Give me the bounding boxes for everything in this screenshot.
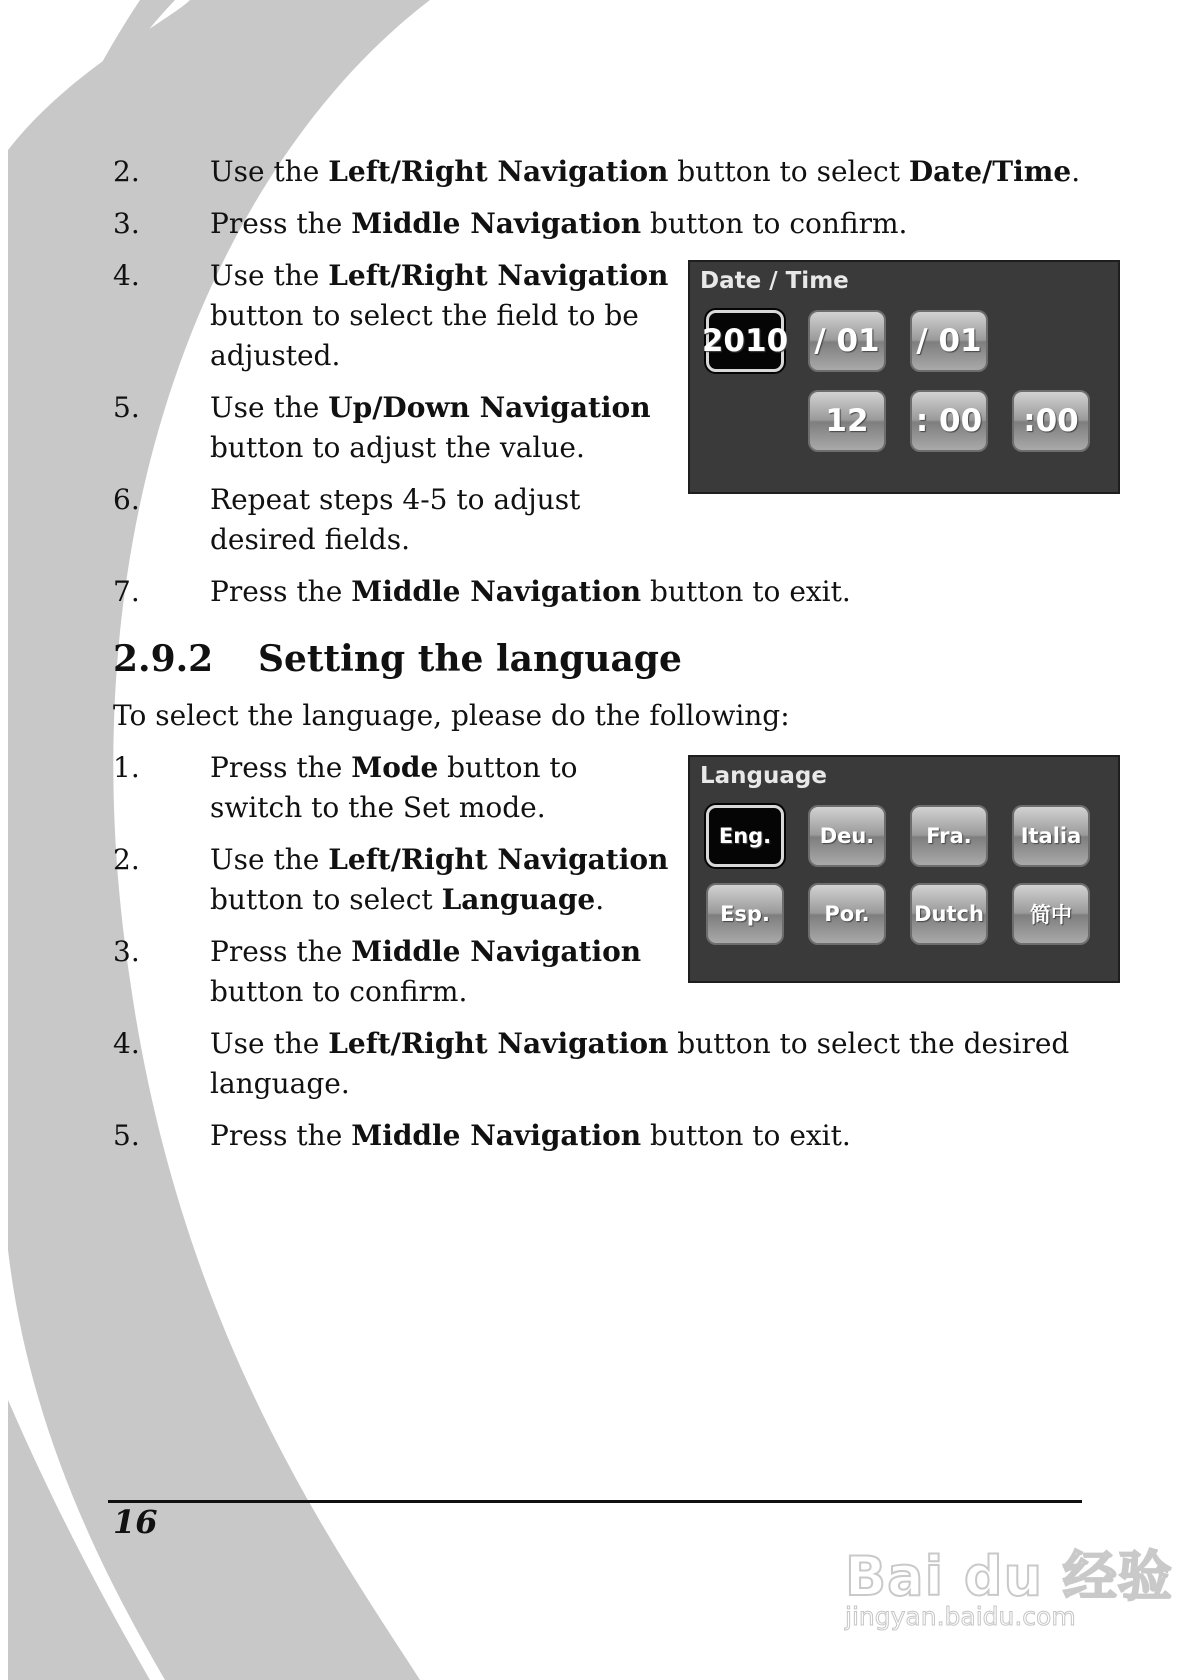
text: Use the: [210, 259, 329, 292]
step-number: 6.: [113, 483, 140, 516]
step-number: 5.: [113, 1119, 140, 1152]
step-text: [210, 840, 668, 920]
text: button to confirm.: [641, 207, 908, 240]
list-item: [113, 388, 673, 468]
step-text: [210, 480, 580, 560]
text: button to select: [210, 883, 442, 916]
text: adjusted.: [210, 339, 341, 372]
bold-term: Middle Navigation: [351, 207, 642, 240]
lang-deu-button[interactable]: Deu.: [808, 805, 886, 867]
list-item: [113, 748, 673, 828]
text: .: [1071, 155, 1081, 188]
text: desired fields.: [210, 523, 410, 556]
hour-field[interactable]: 12: [808, 390, 886, 452]
lang-por-button[interactable]: Por.: [808, 883, 886, 945]
lang-italia-button[interactable]: Italia: [1012, 805, 1090, 867]
text: Use the: [210, 843, 329, 876]
list-item: [113, 1116, 1113, 1156]
lang-fra-button[interactable]: Fra.: [910, 805, 988, 867]
step-number: 3.: [113, 207, 140, 240]
bold-term: Mode: [351, 751, 439, 784]
section-number: 2.9.2: [113, 638, 214, 680]
text: button to exit.: [641, 1119, 851, 1152]
lang-dutch-button[interactable]: Dutch: [910, 883, 988, 945]
text: button to confirm.: [210, 975, 468, 1008]
step-text: [210, 152, 1080, 192]
minute-field[interactable]: : 00: [910, 390, 988, 452]
text: Repeat steps 4-5 to adjust: [210, 483, 581, 516]
text: Press the: [210, 751, 352, 784]
bold-term: Left/Right Navigation: [328, 259, 669, 292]
text: button to: [438, 751, 578, 784]
text: .: [595, 883, 605, 916]
datetime-screen-title: Date / Time: [700, 268, 849, 294]
bold-term: Date/Time: [908, 155, 1072, 188]
lang-eng-button[interactable]: Eng.: [706, 805, 784, 867]
bold-term: Left/Right Navigation: [328, 843, 669, 876]
text: Press the: [210, 207, 352, 240]
step-text: [210, 204, 907, 244]
list-item: [113, 572, 1113, 612]
text: button to exit.: [641, 575, 851, 608]
step-text: [210, 932, 641, 1012]
language-screen-title: Language: [700, 763, 827, 789]
step-number: 4.: [113, 1027, 140, 1060]
step-text: [210, 1116, 851, 1156]
list-item: [113, 1024, 1113, 1104]
language-screen: [688, 755, 1120, 983]
month-field[interactable]: / 01: [808, 310, 886, 372]
step-text: [210, 256, 668, 376]
text: Press the: [210, 575, 352, 608]
page-number: 16: [113, 1503, 158, 1541]
bold-term: Middle Navigation: [351, 575, 642, 608]
text: switch to the Set mode.: [210, 791, 546, 824]
step-number: 2.: [113, 155, 140, 188]
section-intro: To select the language, please do the following:: [113, 699, 790, 732]
step-number: 5.: [113, 391, 140, 424]
text: Press the: [210, 935, 352, 968]
text: button to adjust the value.: [210, 431, 585, 464]
bold-term: Left/Right Navigation: [328, 1027, 669, 1060]
text: button to select the field to be: [210, 299, 639, 332]
step-number: 7.: [113, 575, 140, 608]
step-text: [210, 572, 851, 612]
text: Press the: [210, 1119, 352, 1152]
text: button to select the desired: [668, 1027, 1070, 1060]
bold-term: Left/Right Navigation: [328, 155, 669, 188]
list-item: [113, 256, 673, 376]
list-item: [113, 840, 673, 920]
baidu-watermark: [845, 1510, 1173, 1640]
list-item: [113, 204, 1113, 244]
watermark-main: Bai du 经验: [845, 1545, 1173, 1608]
section-title: Setting the language: [258, 638, 682, 680]
step-number: 2.: [113, 843, 140, 876]
text: Use the: [210, 391, 329, 424]
bold-term: Middle Navigation: [351, 1119, 642, 1152]
text: Use the: [210, 1027, 329, 1060]
step-text: [210, 748, 578, 828]
text: Use the: [210, 155, 329, 188]
step-number: 3.: [113, 935, 140, 968]
list-item: [113, 480, 673, 560]
footer-divider: [108, 1500, 1082, 1503]
bold-term: Language: [441, 883, 596, 916]
bold-term: Middle Navigation: [351, 935, 642, 968]
step-number: 1.: [113, 751, 140, 784]
lang-esp-button[interactable]: Esp.: [706, 883, 784, 945]
list-item: [113, 152, 1113, 192]
step-text: [210, 388, 651, 468]
lang-chinese-button[interactable]: 简中: [1012, 883, 1090, 945]
list-item: [113, 932, 673, 1012]
step-text: [210, 1024, 1069, 1104]
second-field[interactable]: :00: [1012, 390, 1090, 452]
text: language.: [210, 1067, 350, 1100]
day-field[interactable]: / 01: [910, 310, 988, 372]
watermark-url: jingyan.baidu.com: [845, 1602, 1076, 1631]
step-number: 4.: [113, 259, 140, 292]
text: button to select: [668, 155, 909, 188]
year-field[interactable]: 2010: [706, 310, 784, 372]
datetime-screen: [688, 260, 1120, 494]
bold-term: Up/Down Navigation: [328, 391, 651, 424]
